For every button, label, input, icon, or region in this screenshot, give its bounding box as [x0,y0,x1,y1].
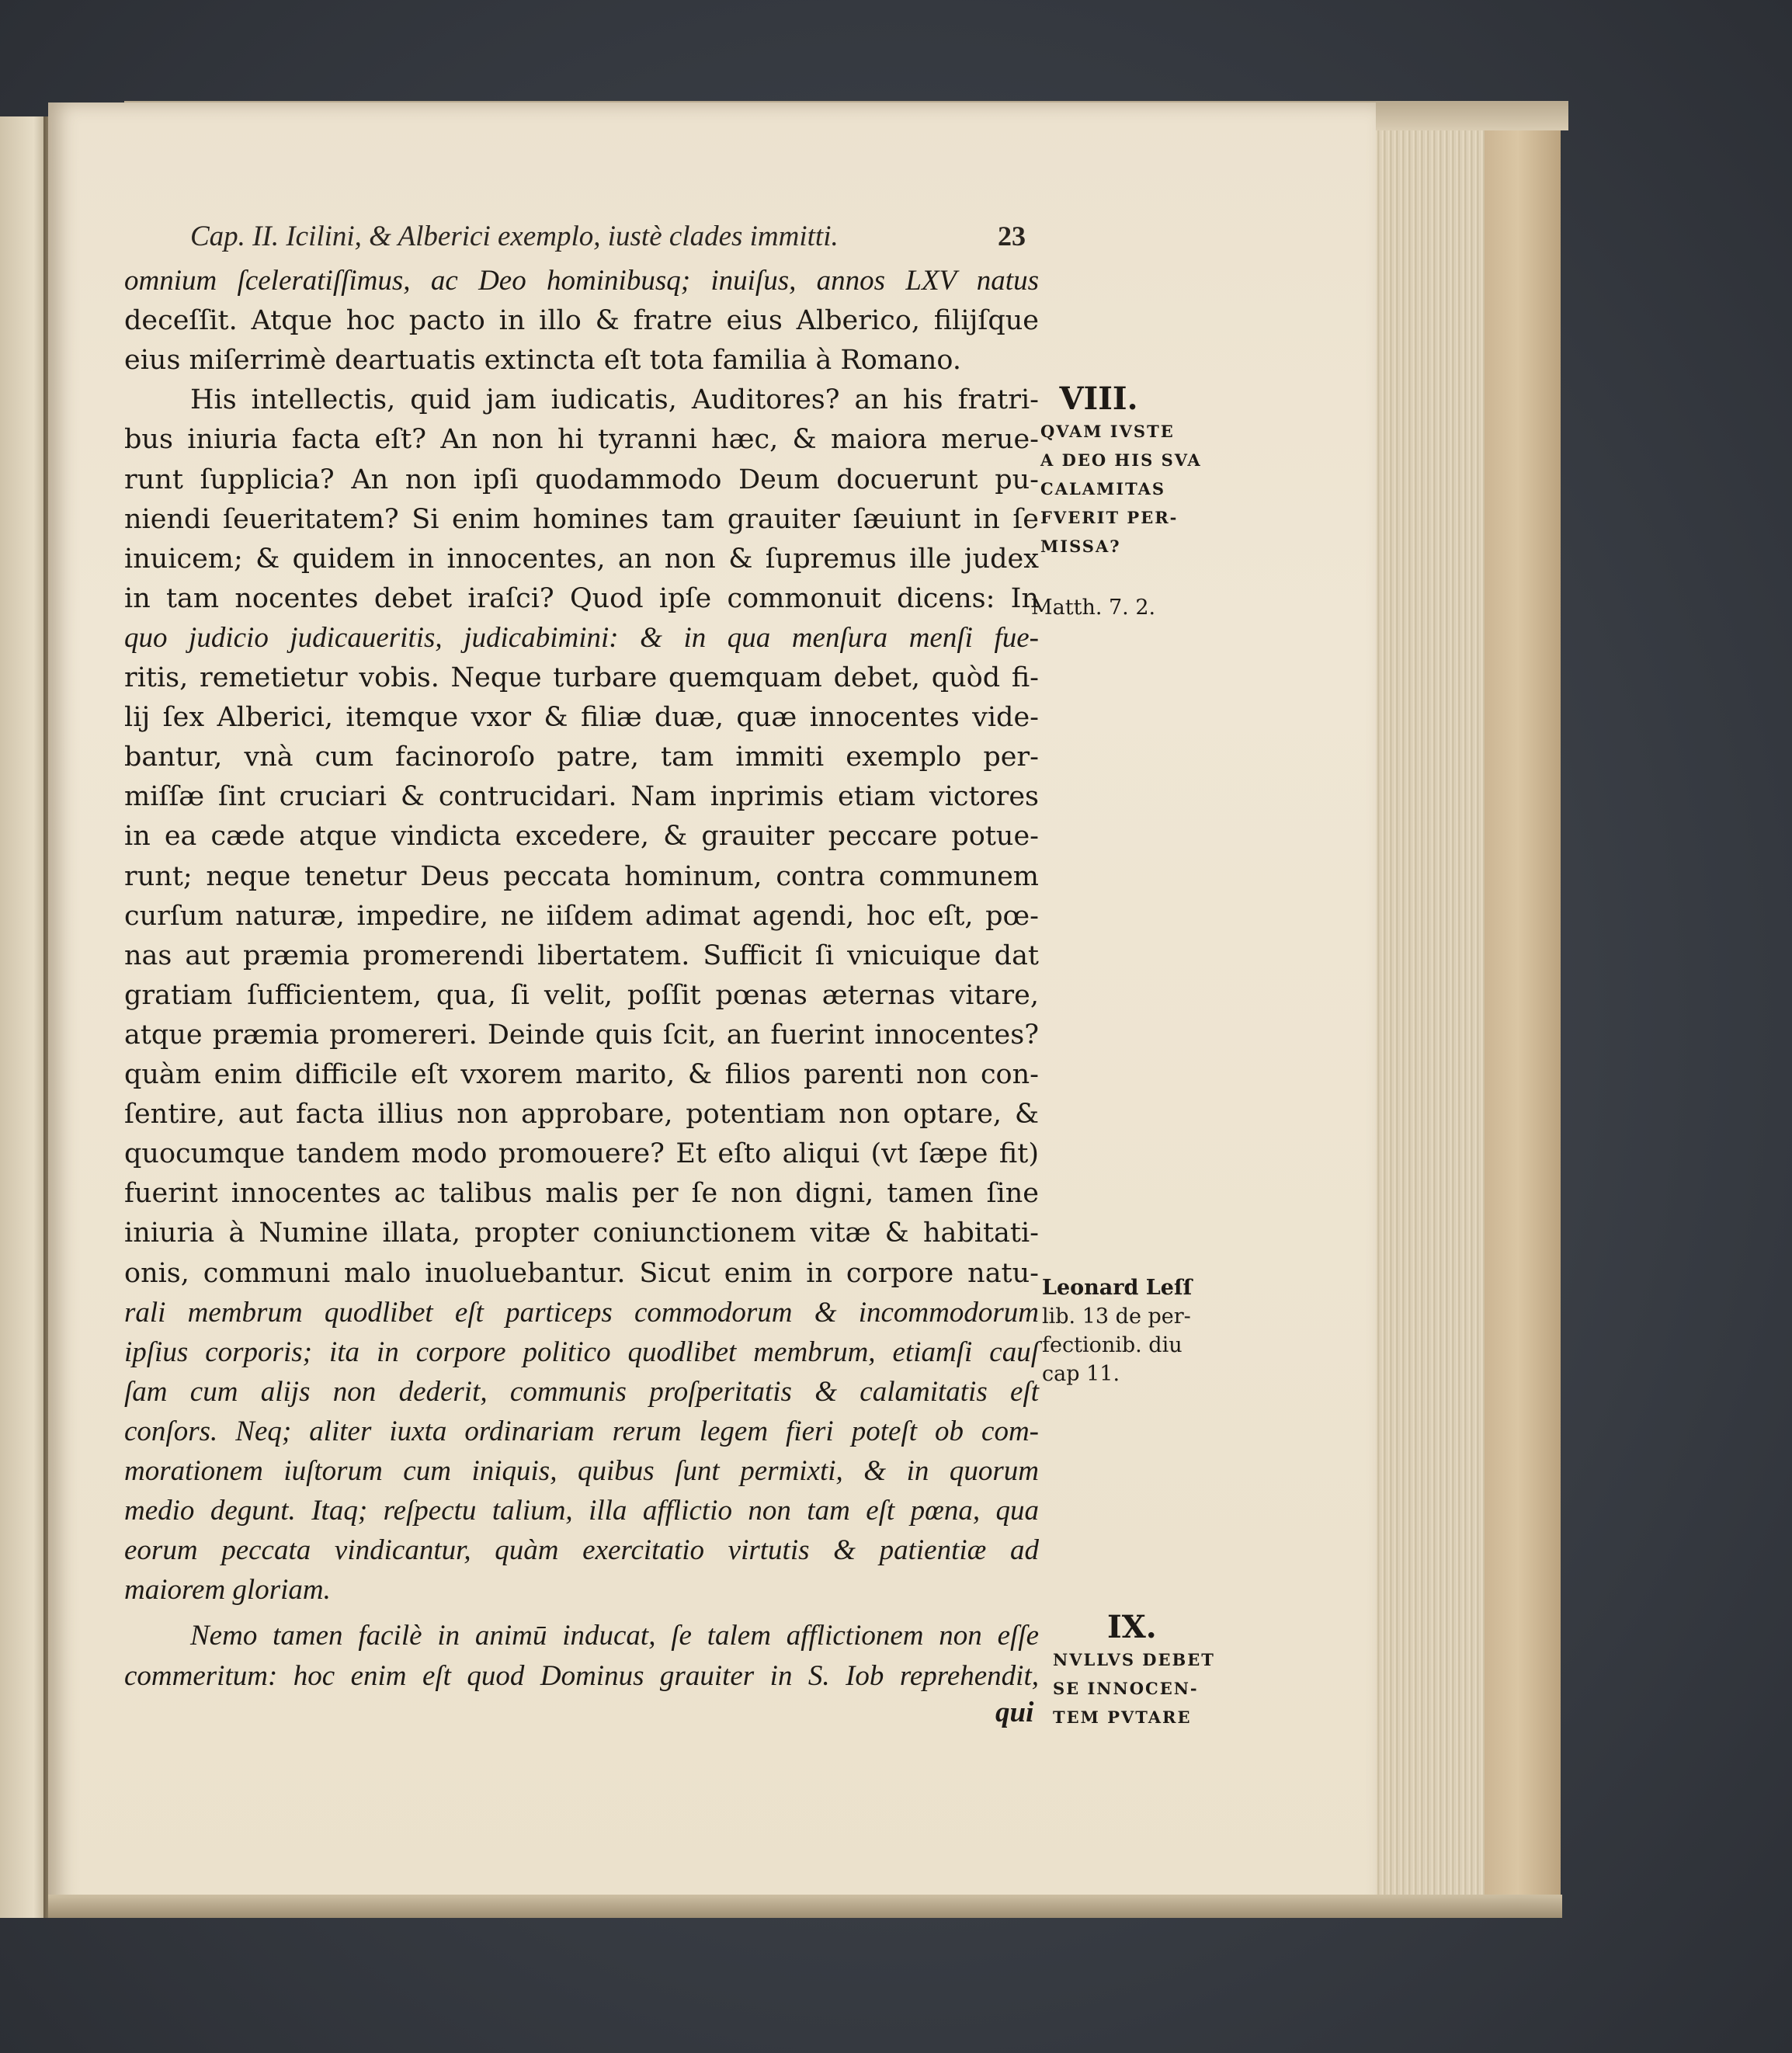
page-stack-edges [1368,109,1485,1902]
text-line: deceſſit. Atque hoc pacto in illo & fratre eius Alberico, filijſque [124,305,1039,336]
margin-note-line: TEM PVTARE [1053,1707,1192,1727]
text-line: bus iniuria facta eſt? An non hi tyranni hæc, & maiora merue- [124,424,1039,455]
text-line: ipſius corporis; ita in corpore politico quodlibet membrum, etiamſi cauſ [124,1336,1039,1368]
section-number: IX. [1107,1609,1157,1645]
text-line: in tam nocentes debet iraſci? Quod ipſe commonuit dicens: In [124,583,1039,614]
margin-note-line: QVAM IVSTE [1040,422,1175,441]
page-number: 23 [998,221,1026,252]
text-line: quocumque tandem modo promouere? Et eſto aliqui (vt ſæpe fit) [124,1138,1039,1169]
text-line: omnium ſceleratiſſimus, ac Deo hominibusq; inuiſus, annos LXV natus [124,265,1039,297]
margin-note-line: NVLLVS DEBET [1053,1650,1215,1669]
text-line: His intellectis, quid jam iudicatis, Auditores? an his fratri- [190,384,1039,415]
text-line: quo judicio judicaueritis, judicabimini: & in qua menſura menſi fue- [124,622,1039,654]
margin-note-line: CALAMITAS [1040,479,1166,498]
text-line: onis, communi malo inuoluebantur. Sicut enim in corpore natu- [124,1258,1039,1289]
text-line: bantur, vnà cum facinoroſo patre, tam immiti exemplo per- [124,742,1039,773]
left-page-edge [0,116,48,1918]
text-line: conſors. Neq; aliter iuxta ordinariam rerum legem fieri poteſt ob com- [124,1416,1039,1447]
margin-note-line: SE INNOCEN- [1053,1679,1199,1698]
text-line: Nemo tamen facilè in animū inducat, ſe talem afflictionem non eſſe [190,1620,1039,1652]
margin-reference-line: cap 11. [1042,1362,1120,1386]
scripture-reference: Matth. 7. 2. [1031,596,1156,620]
text-line: medio degunt. Itaq; reſpectu talium, illa afflictio non tam eſt pœna, qua [124,1495,1039,1527]
text-line: niendi ſeueritatem? Si enim homines tam grauiter ſæuiunt in ſe [124,504,1039,535]
text-line: runt ſupplicia? An non ipſi quodammodo Deum docuerunt pu- [124,464,1039,495]
text-line: lij ſex Alberici, itemque vxor & filiæ duæ, quæ innocentes vide- [124,702,1039,733]
margin-note-line: MISSA? [1040,537,1121,556]
text-line: morationem iuſtorum cum iniquis, quibus ſunt permixti, & in quorum [124,1455,1039,1487]
text-line: ſam cum alijs non dederit, communis proſperitatis & calamitatis eſt [124,1376,1039,1408]
text-line: maiorem gloriam. [124,1574,331,1606]
book-cover-edge [1475,109,1561,1918]
text-line: nas aut præmia promerendi libertatem. Sufficit ſi vnicuique dat [124,940,1039,971]
text-line: eius miſerrimè deartuatis extincta eſt tota familia à Romano. [124,345,961,376]
text-line: iniuria à Numine illata, propter coniunctionem vitæ & habitati- [124,1218,1039,1249]
text-line: fuerint innocentes ac talibus malis per ſe non digni, tamen ſine [124,1178,1039,1209]
text-line: miſſæ ſint cruciari & contrucidari. Nam inprimis etiam victores [124,781,1039,812]
text-line: rali membrum quodlibet eſt particeps commodorum & incommodorum [124,1297,1039,1329]
margin-reference-matth [1031,593,1155,622]
margin-note-ix [1053,1609,1215,1732]
text-line: gratiam ſufficientem, qua, ſi velit, poſſit pœnas æternas vitare, [124,980,1039,1011]
text-line: curſum naturæ, impedire, ne iiſdem adimat agendi, hoc eſt, pœ- [124,901,1039,932]
margin-note-line: A DEO HIS SVA [1040,450,1202,470]
page-bottom-rim [48,1895,1562,1918]
margin-note-line: FVERIT PER- [1040,508,1179,527]
text-line: runt; neque tenetur Deus peccata hominum, contra communem [124,861,1039,892]
margin-reference-lessius [1042,1273,1192,1388]
bleed-through-text [1106,726,1200,863]
text-line: eorum peccata vindicantur, quàm exercitatio virtutis & patientiæ ad [124,1534,1039,1566]
section-number: VIII. [1059,380,1138,417]
text-line: ſentire, aut facta illius non approbare, potentiam non optare, & [124,1099,1039,1130]
margin-reference-line: fectionib. diu [1042,1333,1183,1357]
text-line: atque præmia promereri. Deinde quis ſcit, an fuerint innocentes? [124,1020,1039,1051]
text-line: quàm enim difficile eſt vxorem marito, & filios parenti non con- [124,1059,1039,1090]
running-title: Cap. II. Icilini, & Alberici exemplo, iustè clades immitti. [190,221,839,252]
catchword: qui [995,1697,1034,1728]
margin-reference-line: Leonard Leſſ [1042,1276,1193,1300]
text-line: in ea cæde atque vindicta excedere, & grauiter peccare potue- [124,821,1039,852]
text-line: commeritum: hoc enim eſt quod Dominus grauiter in S. Iob reprehendit, [124,1660,1039,1692]
text-line: inuicem; & quidem in innocentes, an non & ſupremus ille judex [124,544,1039,575]
margin-note-viii [1040,380,1202,561]
text-line: ritis, remetietur vobis. Neque turbare quemquam debet, quòd fi- [124,662,1039,693]
margin-reference-line: lib. 13 de per- [1042,1304,1191,1329]
